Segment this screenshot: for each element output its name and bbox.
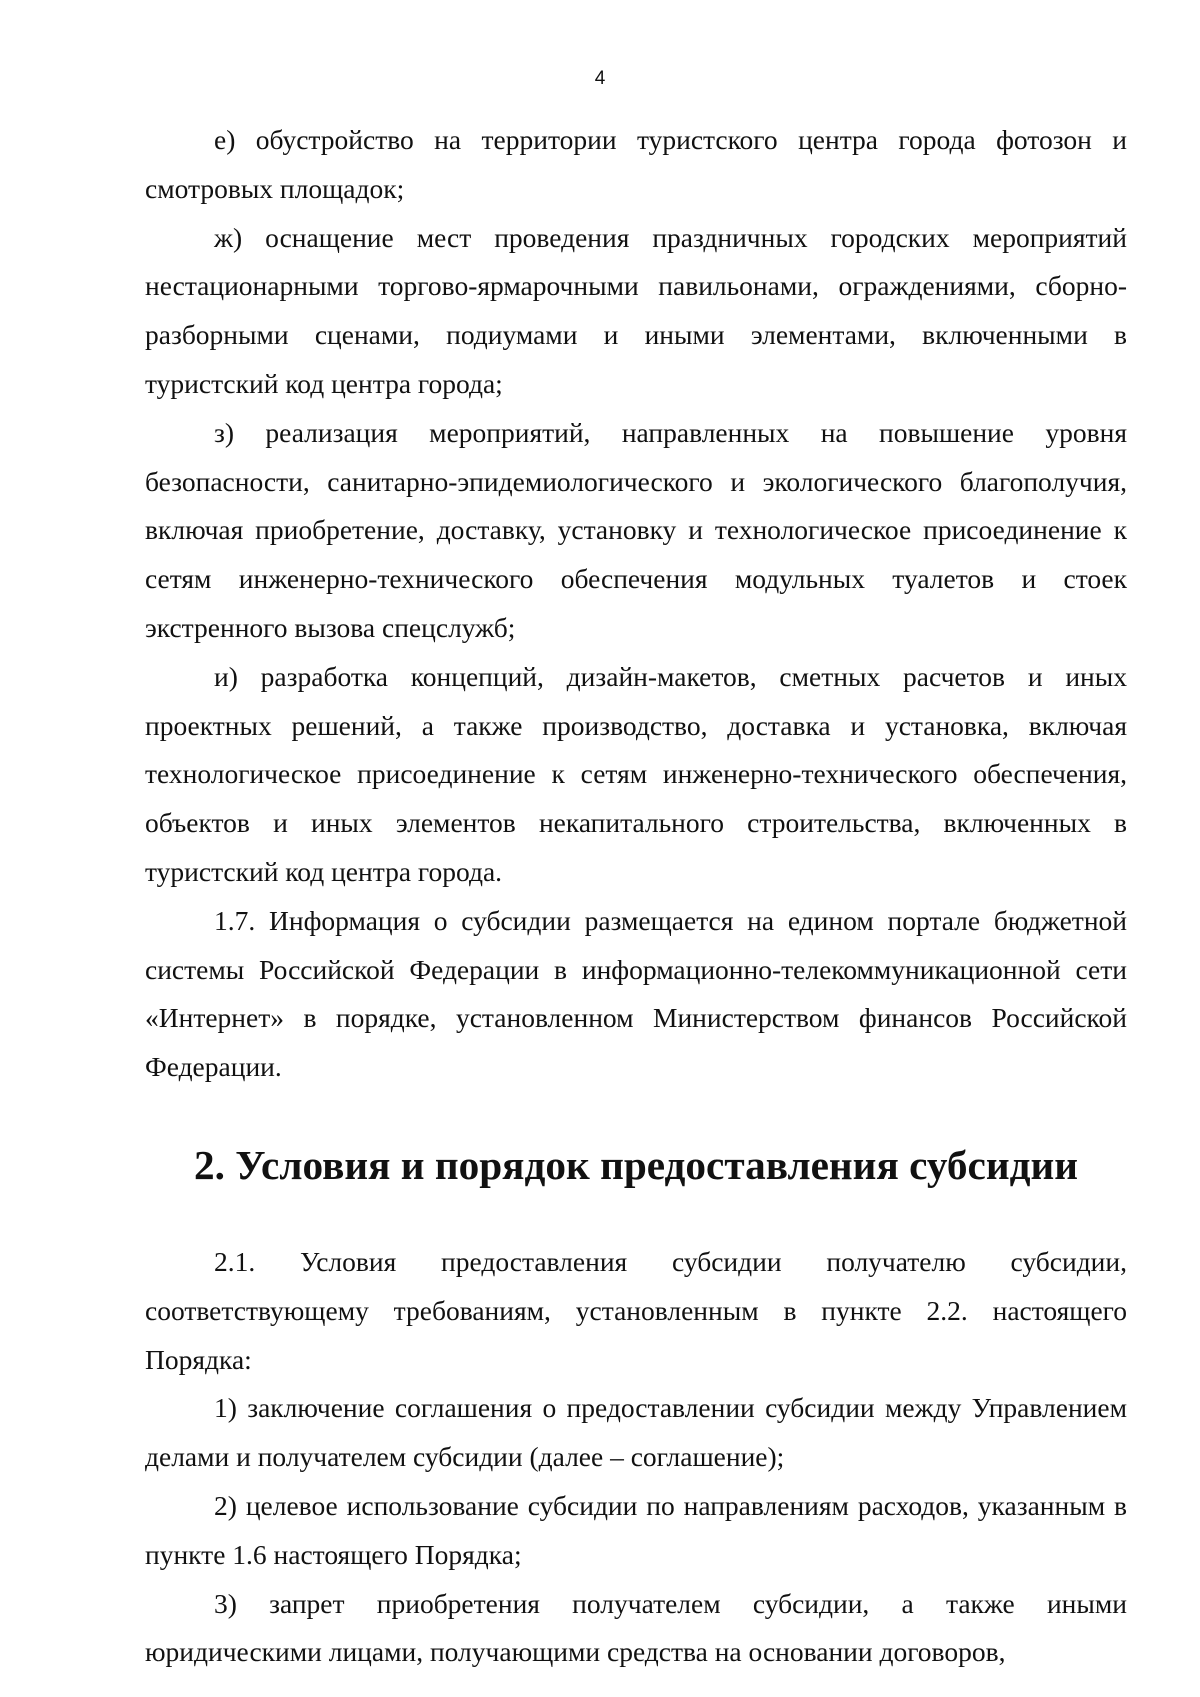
paragraph-clause-2-1: 2.1. Условия предоставления субсидии получателю субсидии, соответствующему требованиям, установленным в пункте 2.2. настоящего Порядка: bbox=[145, 1245, 1127, 1375]
paragraph-item-z: з) реализация мероприятий, направленных на повышение уровня безопасности, санитарно-эпидемиологического и экологического благополучия, включая приобретение, доставку, установку и технологическое присоединение к сетям инженерно-технического обеспечения модульных туалетов и стоек экстренного вызова спецслужб; bbox=[145, 416, 1127, 643]
page-number: 4 bbox=[594, 68, 606, 89]
paragraph-clause-1-7: 1.7. Информация о субсидии размещается на едином портале бюджетной системы Российской Федерации в информационно-телекоммуникационной сети «Интернет» в порядке, установленном Министерством финансов Российской Федерации. bbox=[145, 904, 1127, 1083]
document-body bbox=[145, 116, 1127, 1677]
paragraph-condition-2: 2) целевое использование субсидии по направлениям расходов, указанным в пункте 1.6 настоящего Порядка; bbox=[145, 1489, 1127, 1570]
paragraph-condition-1: 1) заключение соглашения о предоставлении субсидии между Управлением делами и получателем субсидии (далее – соглашение); bbox=[145, 1392, 1127, 1473]
paragraph-condition-3: 3) запрет приобретения получателем субсидии, а также иными юридическими лицами, получающими средства на основании договоров, bbox=[145, 1587, 1127, 1668]
paragraph-item-i: и) разработка концепций, дизайн-макетов, сметных расчетов и иных проектных решений, а также производство, доставка и установка, включая технологическое присоединение к сетям инженерно-технического обеспечения, объектов и иных элементов некапитального строительства, включенных в туристский код центра города. bbox=[145, 660, 1127, 887]
paragraph-item-zh: ж) оснащение мест проведения праздничных городских мероприятий нестационарными торгово-ярмарочными павильонами, ограждениями, сборно-разборными сценами, подиумами и иными элементами, включенными в туристский код центра города; bbox=[145, 221, 1127, 399]
section-heading: 2. Условия и порядок предоставления субсидии bbox=[193, 1141, 1079, 1188]
paragraph-item-e: е) обустройство на территории туристского центра города фотозон и смотровых площадок; bbox=[145, 124, 1127, 204]
